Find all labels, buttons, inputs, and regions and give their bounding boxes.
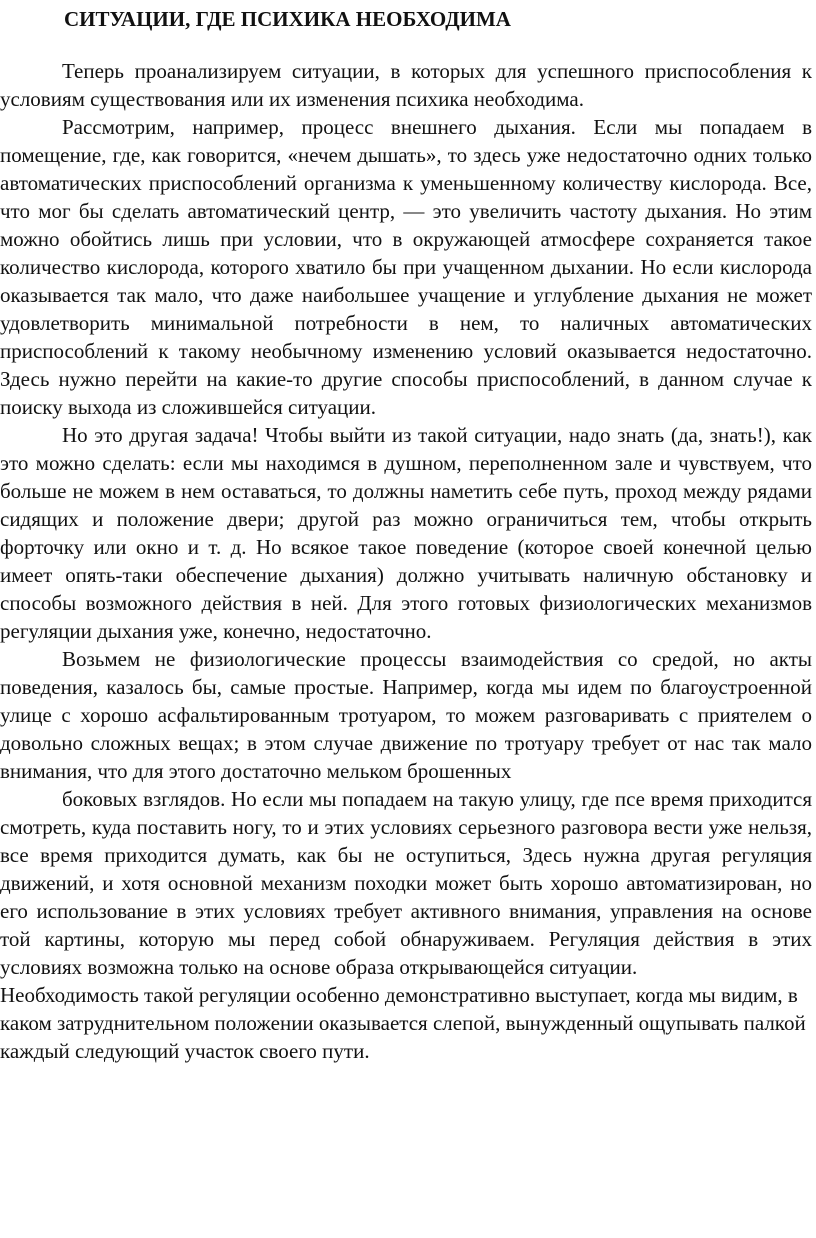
document-body xyxy=(0,57,812,1065)
paragraph-side-glances: боковых взглядов. Но если мы попадаем на такую улицу, где псе время приходится смотреть, куда поставить ногу, то и этих условиях серьезного разговора вести уже нельзя, все время приходится думать, как бы не оступиться, Здесь нужна другая регуляция движений, и хотя основной механизм походки может быть хорошо автоматизирован, но его использование в этих условиях требует активного внимания, управления на основе той картины, которую мы перед собой обнаруживаем. Регуляция действия в этих условиях возможна только на основе образа открывающейся ситуации. xyxy=(0,787,812,979)
paragraph-breathing: Рассмотрим, например, процесс внешнего дыхания. Если мы попадаем в помещение, где, как говорится, «нечем дышать», то здесь уже недостаточно одних только автоматических приспособлений организма к уменьшенному количеству кислорода. Все, что мог бы сделать автоматический центр, — это увеличить частоту дыхания. Но этим можно обойтись лишь при условии, что в окружающей атмосфере сохраняется такое количество кислорода, которого хватило бы при учащенном дыхании. Но если кислорода оказывается так мало, что даже наибольшее учащение и углубление дыхания не может удовлетворить минимальной потребности в нем, то наличных автоматических приспособлений к такому необычному изменению условий оказывается недостаточно. Здесь нужно перейти на какие-то другие способы приспособлений, в данном случае к поиску выхода из сложившейся ситуации. xyxy=(0,115,812,419)
paragraph-another-task: Но это другая задача! Чтобы выйти из такой ситуации, надо знать (да, знать!), как это можно сделать: если мы находимся в душном, переполненном зале и чувствуем, что больше не можем в нем оставаться, то должны наметить себе путь, проход между рядами сидящих и положение двери; другой раз можно ограничиться тем, чтобы открыть форточку или окно и т. д. Но всякое такое поведение (которое своей конечной целью имеет опять-таки обеспечение дыхания) должно учитывать наличную обстановку и способы возможного действия в ней. Для этого готовых физиологических механизмов регуляции дыхания уже, конечно, недостаточно. xyxy=(0,423,812,643)
paragraph-blind-person: Необходимость такой регуляции особенно демонстративно выступает, когда мы видим, в каком затруднительном положении оказывается слепой, вынужденный ощупывать палкой каждый следующий участок своего пути. xyxy=(0,983,806,1063)
page-title: СИТУАЦИИ, ГДЕ ПСИХИКА НЕОБХОДИМА xyxy=(64,7,511,31)
paragraph-behavior-acts: Возьмем не физиологические процессы взаимодействия со средой, но акты поведения, казалось бы, самые простые. Например, когда мы идем по благоустроенной улице с хорошо асфальтированным тротуаром, то можем разговаривать с приятелем о довольно сложных вещах; в этом случае движение по тротуару требует от нас так мало внимания, что для этого достаточно мельком брошенных xyxy=(0,647,812,783)
paragraph-intro: Теперь проанализируем ситуации, в которых для успешного приспособления к условиям существования или их изменения психика необходима. xyxy=(0,59,812,111)
